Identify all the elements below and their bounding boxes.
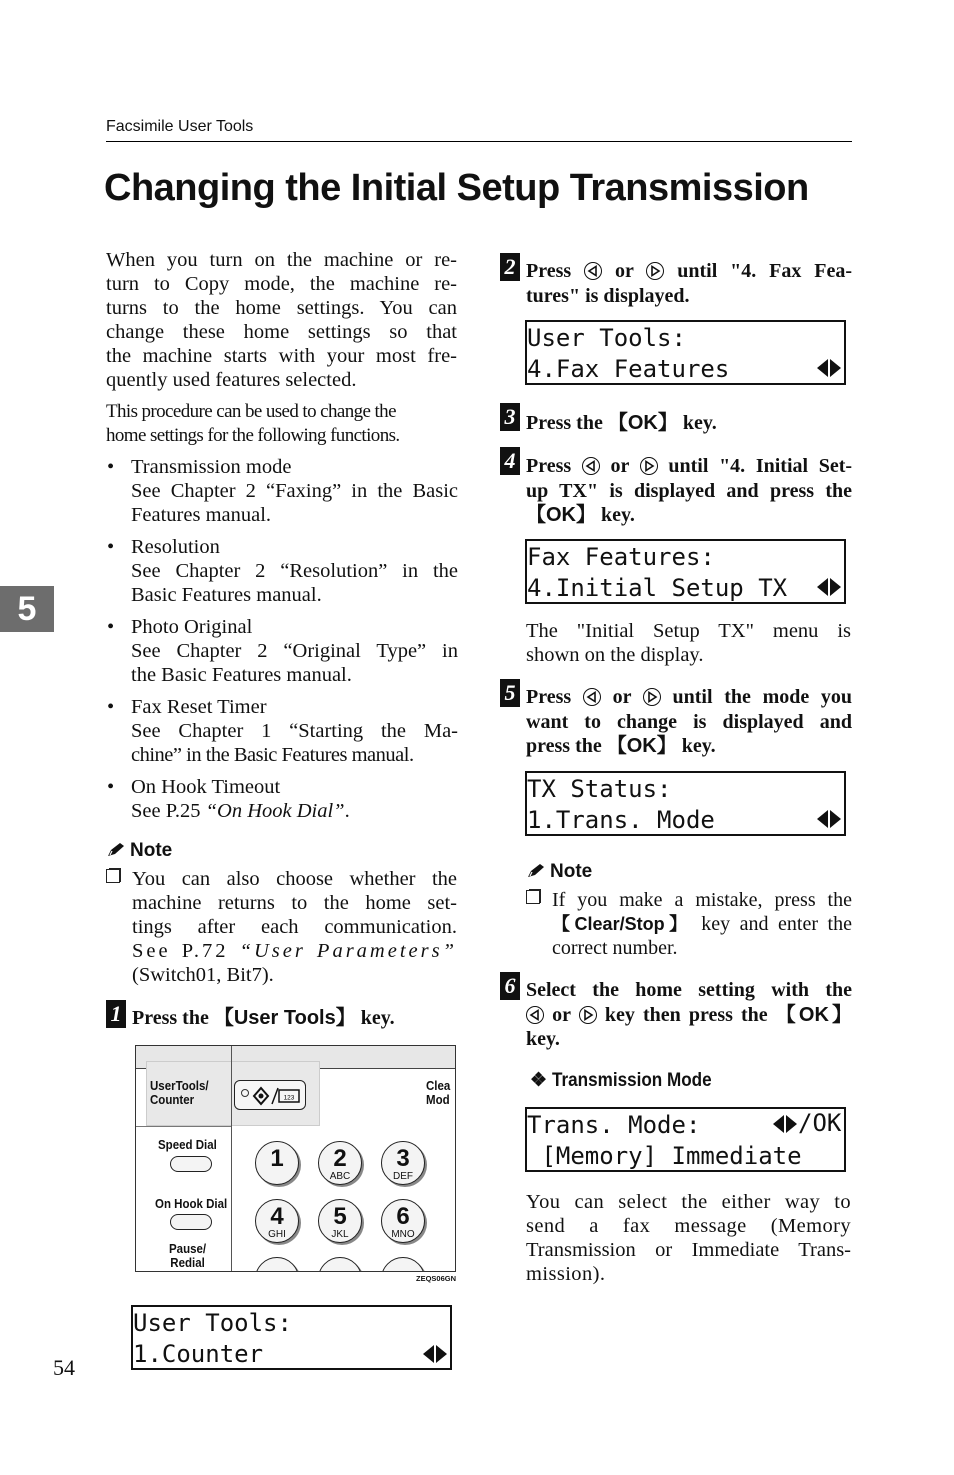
key-digit: 2 [333, 1145, 347, 1172]
text-line: You can select the either way to [526, 1191, 851, 1213]
list-item [107, 775, 458, 823]
function-name: Photo Original [131, 616, 253, 638]
ref-prefix: See P.25 [131, 800, 206, 822]
note-line [552, 912, 852, 936]
pause-redial-label [169, 1242, 206, 1270]
note-line: You can also choose whether the [132, 868, 457, 890]
step-line [526, 503, 852, 528]
step-line [526, 259, 852, 284]
ref-suffix: . [344, 800, 350, 822]
step-text-part: until the mode you [672, 686, 853, 708]
step-text-part: Press the [526, 412, 608, 434]
lcd-line: 1.Counter [133, 1340, 264, 1368]
function-ref: See Chapter 2 “Faxing” in the Basic [131, 480, 458, 502]
note-line: machine returns to the home set- [132, 892, 457, 914]
note-item [552, 888, 852, 960]
step-text-part: Press [526, 455, 572, 477]
step-1-text [132, 1006, 395, 1031]
user-tools-label [150, 1079, 209, 1107]
final-paragraph [526, 1190, 851, 1286]
lcd-display-tx-status [525, 771, 846, 836]
lcd-line: 4.Initial Setup TX [527, 574, 788, 602]
chapter-tab: 5 [0, 586, 54, 632]
menu-shown-text [526, 619, 851, 667]
counter-icon-text: 123 [283, 1094, 295, 1102]
function-ref: the Basic Features manual. [131, 664, 352, 686]
on-hook-dial-label: On Hook Dial [155, 1197, 228, 1211]
note-heading [106, 840, 172, 862]
note-item [132, 867, 457, 987]
step-text-part: key. [677, 412, 717, 434]
left-arrow-key-icon [583, 688, 601, 706]
left-arrow-key-icon [582, 457, 600, 475]
lcd-line: TX Status: [527, 775, 672, 803]
step-text-part: until "4. Fax Fea- [677, 260, 853, 282]
note-line: (Switch01, Bit7). [132, 964, 274, 986]
step-line: key. [526, 1028, 560, 1050]
control-panel-illustration [135, 1045, 456, 1272]
bullet-dot: • [107, 776, 115, 798]
step-line: Select the home setting with the [526, 979, 852, 1001]
note-line: If you make a mistake, press the [552, 889, 852, 911]
step-text-part: key then press the [604, 1003, 776, 1026]
step-text-part: until "4. Initial Set- [668, 455, 853, 477]
checkbox-icon [106, 869, 120, 883]
keypad-key-8[interactable] [318, 1257, 362, 1272]
step-number-badge: 2 [500, 253, 520, 281]
step-text-part: press the [526, 735, 607, 757]
user-tools-icon [252, 1086, 302, 1106]
step-number-badge: 4 [500, 447, 520, 475]
text-line: mission). [526, 1263, 606, 1285]
key-letters: MNO [391, 1229, 415, 1240]
see-text: See P.72 [132, 940, 240, 962]
step-text-part: or [610, 455, 630, 477]
label-text: Mod [426, 1093, 450, 1107]
scroll-arrows-icon [771, 1113, 799, 1135]
step-line: want to change is displayed and [526, 710, 852, 733]
step-number-badge: 1 [106, 1000, 126, 1028]
function-ref: See Chapter 2 “Original Type” in [131, 640, 458, 662]
checkbox-icon [526, 890, 540, 904]
function-ref: chine” in the Basic Features manual. [131, 744, 414, 766]
text-line: shown on the display. [526, 644, 704, 666]
step-5-text [526, 685, 852, 759]
note-text-part: key and enter the [691, 913, 852, 935]
ok-key[interactable]: 【OK】 [606, 735, 677, 757]
step-text-part: key. [596, 504, 635, 526]
lcd-line: [Memory] Immediate [527, 1142, 802, 1170]
keypad-key-9[interactable] [381, 1257, 425, 1272]
function-name: Resolution [131, 536, 220, 558]
step-text-part: Press [526, 686, 572, 708]
lcd-line: User Tools: [527, 324, 686, 352]
ok-key[interactable]: 【OK】 [526, 504, 596, 526]
step-3-text [526, 411, 717, 436]
user-tools-key[interactable]: 【User Tools】 [213, 1007, 356, 1029]
ok-key[interactable]: 【OK】 [607, 412, 678, 434]
transmission-mode-heading [530, 1069, 730, 1092]
note-label: Note [550, 861, 593, 882]
diamond-marker-icon: ❖ [530, 1070, 548, 1091]
keypad-key-3[interactable] [381, 1141, 425, 1185]
left-arrow-key-icon [526, 1006, 544, 1024]
bullet-dot: • [107, 616, 115, 638]
step-line [526, 454, 852, 479]
panel-divider [136, 1126, 231, 1127]
label-text: Counter [150, 1093, 195, 1107]
clear-stop-key[interactable]: 【Clear/Stop】 [552, 914, 692, 934]
step-text-part: or [552, 1003, 571, 1026]
scroll-arrows-icon [815, 808, 843, 830]
key-letters: GHI [268, 1229, 286, 1240]
note-heading [526, 861, 592, 883]
function-ref [131, 799, 458, 823]
on-hook-dial-button[interactable] [170, 1214, 212, 1230]
user-tools-button[interactable] [234, 1080, 306, 1110]
speed-dial-button[interactable] [170, 1156, 212, 1172]
header-rule [106, 141, 852, 142]
pencil-icon [106, 842, 126, 858]
text-line: The "Initial Setup TX" menu is [526, 620, 851, 642]
heading-text: Transmission Mode [552, 1070, 712, 1091]
step-text-part: or [612, 686, 632, 708]
right-arrow-key-icon [579, 1006, 597, 1024]
lcd-line: Fax Features: [527, 543, 715, 571]
intro-line: When you turn on the machine or re- [106, 249, 457, 271]
text-line: send a fax message (Memory [526, 1215, 851, 1237]
lcd-line: 4.Fax Features [527, 355, 730, 383]
bullet-dot: • [107, 696, 115, 718]
step-text-part: Press the [132, 1007, 214, 1029]
lcd-display-counter [131, 1305, 452, 1370]
bullet-dot: • [107, 536, 115, 558]
ref-link[interactable]: “User Parameters” [239, 940, 457, 962]
lcd-display-trans-mode [525, 1107, 846, 1172]
lcd-line: 1.Trans. Mode [527, 806, 715, 834]
step-line [526, 734, 852, 759]
scroll-arrows-icon [421, 1343, 449, 1365]
label-text: UserTools/ [150, 1079, 209, 1093]
key-digit: 3 [396, 1145, 410, 1172]
label-text: Pause/ [169, 1242, 207, 1256]
label-text: Clea [426, 1079, 451, 1093]
keypad-key-6[interactable] [381, 1199, 425, 1243]
pencil-icon [526, 863, 546, 879]
keypad-key-1[interactable] [255, 1141, 299, 1185]
lcd-display-initial-setup [525, 539, 846, 604]
figure-code: ZEQS06GN [416, 1274, 457, 1283]
page-number: 54 [53, 1355, 75, 1380]
step-number-badge: 3 [500, 403, 520, 431]
ok-key[interactable]: 【OK】 [775, 1003, 853, 1026]
intro-line: quently used features selected. [106, 369, 357, 391]
key-digit: 1 [270, 1145, 284, 1172]
function-ref: Basic Features manual. [131, 584, 322, 606]
panel-divider [231, 1046, 232, 1272]
page-title: Changing the Initial Setup Transmission [104, 167, 809, 209]
note-line: tings after each communication. [132, 916, 457, 938]
function-ref: See Chapter 1 “Starting the Ma- [131, 720, 458, 742]
step-text-part: key. [676, 735, 716, 757]
note-label: Note [130, 840, 173, 861]
procedure-paragraph [106, 400, 458, 448]
lcd-display-fax-features [525, 320, 846, 385]
lcd-line: Trans. Mode: [527, 1111, 701, 1139]
running-header: Facsimile User Tools [106, 118, 254, 135]
function-ref: See Chapter 2 “Resolution” in the [131, 560, 458, 582]
intro-line: turn to Copy mode, the machine re- [106, 273, 457, 295]
text-line: Transmission or Immediate Trans- [526, 1239, 851, 1261]
function-ref: Features manual. [131, 504, 272, 526]
lcd-line: User Tools: [133, 1309, 292, 1337]
key-digit: 6 [396, 1203, 410, 1230]
intro-line: change these home settings so that [106, 321, 457, 343]
step-line: up TX" is displayed and press the [526, 479, 852, 502]
keypad-key-4[interactable] [255, 1199, 299, 1243]
label-text: Redial [170, 1256, 205, 1270]
keypad-key-5[interactable] [318, 1199, 362, 1243]
ok-indicator: /OK [798, 1109, 842, 1137]
procedure-line: home settings for the following functions. [106, 425, 400, 446]
key-digit: 5 [333, 1203, 347, 1230]
key-letters: DEF [393, 1171, 413, 1182]
intro-paragraph [106, 248, 457, 392]
step-text-part: Press [526, 260, 572, 282]
key-letters: ABC [329, 1171, 351, 1182]
right-arrow-key-icon [643, 688, 661, 706]
note-line: correct number. [552, 937, 678, 959]
speed-dial-label: Speed Dial [158, 1138, 217, 1152]
step-text-part: key. [355, 1007, 395, 1029]
clear-mode-label [426, 1079, 450, 1107]
list-item [107, 695, 458, 767]
step-line [526, 685, 852, 710]
step-text-part: or [614, 260, 634, 282]
step-6-text [526, 978, 852, 1052]
step-line: tures" is displayed. [526, 284, 690, 307]
step-4-text [526, 454, 852, 528]
list-item [107, 615, 458, 687]
list-item [107, 455, 458, 527]
key-letters: JKL [331, 1229, 349, 1240]
function-name: Fax Reset Timer [131, 696, 267, 718]
function-name: On Hook Timeout [131, 776, 281, 798]
scroll-arrows-icon [815, 576, 843, 598]
scroll-arrows-icon [815, 357, 843, 379]
right-arrow-key-icon [640, 457, 658, 475]
procedure-line: This procedure can be used to change the [106, 401, 396, 422]
right-arrow-key-icon [646, 262, 664, 280]
ref-link[interactable]: “On Hook Dial” [205, 800, 345, 822]
bullet-dot: • [107, 456, 115, 478]
keypad-key-2[interactable] [318, 1141, 362, 1185]
intro-line: turns to the home settings. You can [106, 297, 457, 319]
function-name: Transmission mode [131, 456, 292, 478]
step-line [526, 1003, 852, 1028]
step-number-badge: 5 [500, 679, 520, 707]
indicator-lamp [241, 1089, 249, 1097]
left-arrow-key-icon [584, 262, 602, 280]
step-number-badge: 6 [500, 972, 520, 1000]
intro-line: the machine starts with your most fre- [106, 345, 457, 367]
list-item [107, 535, 458, 607]
note-line [132, 939, 457, 963]
key-digit: 4 [270, 1203, 284, 1230]
keypad-key-7[interactable] [255, 1257, 299, 1272]
step-2-text [526, 259, 852, 308]
